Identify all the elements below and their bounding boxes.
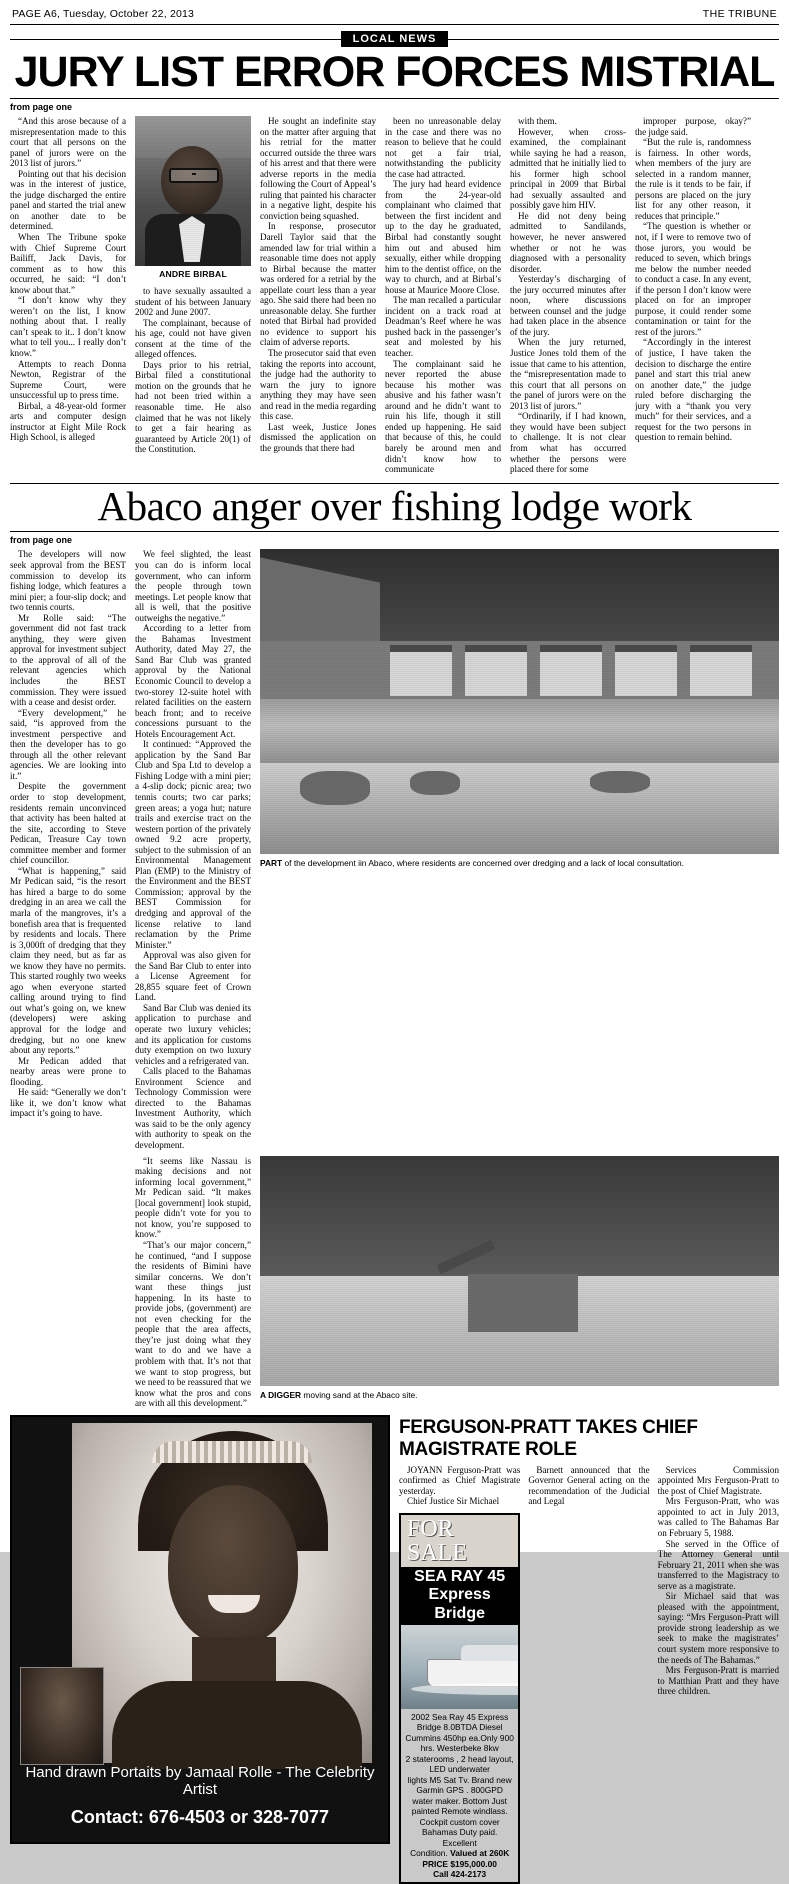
band-line-left <box>10 39 341 40</box>
photo-grain <box>135 116 251 266</box>
spec-price: Valued at 260K PRICE $195,000.00 <box>422 1848 510 1869</box>
paragraph: Days prior to his retrial, Birbal filed a constitutional motion on the grounds that he had not been tried within a reasonable time. He also claimed that he was not likely to get a fair hearing as guaranteed by Article 20(1) of the Constitution. <box>135 359 251 455</box>
story-jury-columns <box>10 116 779 475</box>
story-column-6 <box>635 116 751 475</box>
paragraph: Attempts to reach Donna Newton, Registrar of the Supreme Court, were unsuccessful up to press time. <box>10 358 126 401</box>
paragraph: Barnett announced that the Governor General acting on the recommendation of the Judicial and Legal <box>528 1464 650 1507</box>
ad-portrait-large <box>72 1423 372 1763</box>
paragraph: “Ordinarily, if I had known, they would have been subject to challenge. It is not clear from what has occurred whether the persons were placed there for some <box>510 411 626 475</box>
photo-grain <box>260 549 779 854</box>
photo-caption-digger <box>260 1390 779 1400</box>
paragraph: Pointing out that his decision was in the interest of justice, the judge discharged the entire panel and started the trial anew on another date to be determined. <box>10 168 126 232</box>
paragraph: “Accordingly in the interest of justice, I have taken the decision to discharge the entire panel and start this trial anew on another date,” the judge ruled before discharging the jury with a “thank you very much” for their services, and a request for the two persons in question to remain behind. <box>635 337 751 443</box>
paragraph: “And this arose because of a misrepresentation made to this court that all persons on the panel of jurors were on the 2013 list of jurors.” <box>10 116 126 169</box>
ferguson-column-3 <box>658 1465 779 1884</box>
band-line-right <box>448 39 779 40</box>
paragraph: He did not deny being admitted to Sandilands, however, he never answered whether or not he was diagnosed with a personality disorder. <box>510 210 626 274</box>
spec-condition: Condition. <box>410 1848 451 1859</box>
photo-grain <box>260 1156 779 1386</box>
masthead-title: THE TRIBUNE <box>702 8 777 20</box>
paragraph: Chief Justice Sir Michael <box>407 1496 500 1507</box>
boat-cabin <box>461 1645 518 1661</box>
abaco-column-1 <box>10 549 126 1150</box>
paragraph: The jury had heard evidence from the 24-year-old complainant who claimed that between the first incident and up to the day he graduated, Birbal had constantly sought him out and abused him sexually, either while dropping him to the dentist office, on the way to church, and at Birbal’s house at Maurice Moore Close. <box>385 179 501 295</box>
ad-jamaal-rolle[interactable] <box>10 1415 390 1844</box>
photo-andre-birbal <box>135 116 251 280</box>
spacer-left <box>10 1156 126 1409</box>
spec-line-price <box>405 1848 514 1869</box>
page-title: JURY LIST ERROR FORCES MISTRIAL <box>14 48 775 96</box>
portrait-face <box>168 1485 298 1645</box>
ad-boat-phone[interactable]: Call 424-2173 <box>433 1869 487 1880</box>
photo-caption-abaco <box>260 858 779 868</box>
paragraph: The prosecutor said that even taking the reports into account, the judge had the authority to warn the jury to ignore anything they may have seen and read in the media regarding this case. <box>260 348 376 422</box>
paragraph: When The Tribune spoke with Chief Supreme Court Bailiff, Jack Davis, for comment as to how this occurred, he said: “I don’t know about that.” <box>10 232 126 295</box>
paragraph: “But the rule is, randomness is fairness. In other words, when members of the jury are selected in a random manner, the rule is it tends to be fair, if persons are placed on the jury list for any other reason, it reduces that principle.” <box>635 137 751 221</box>
paragraph: “I don’t know why they weren’t on the list, I know nothing about that. I really can’t speak to it.. I don’t know what to tell you... I really don’t know.” <box>10 295 126 359</box>
caption-lead: A DIGGER <box>260 1389 302 1400</box>
paragraph: “It seems like Nassau is making decisions and not informing local government,” Mr Pedican said. “It makes [local government] look stupid, people didn’t vote for you to not know, you’re supposed to know.” <box>135 1155 251 1240</box>
paragraph: “That’s our major concern,” he continued, “and I suppose the residents of Bimini have similar concerns. We don’t want these things just happening. In its haste to provide jobs, (government) are not even checking for the people that the area affects, they’re just doing what they want to do and we have a problem with that. It’s not that we want to stop progress, but we need to be reassured that we know what the pros and cons are with all this development.” <box>135 1239 251 1409</box>
headline-rule <box>10 98 779 99</box>
paragraph: When the jury returned, Justice Jones told them of the issue that came to his attention, the “misrepresentation made to this court that all persons on the panel of jurors were on the 2013 list of jurors.” <box>510 337 626 411</box>
masthead <box>10 6 779 24</box>
paragraph: In response, prosecutor Darell Taylor said that the amended law for trial within a reasonable time does not apply to Birbal because the matter was ordered for a retrial by the appellate court less than a year ago. She said there had been no unreasonable delay. She further noted that Birbal had provided no evidence to support his claim of adverse reports. <box>260 221 376 348</box>
story-column-5 <box>510 116 626 475</box>
spec-line: 2002 Sea Ray 45 Express Bridge 8.0BTDA Diesel <box>411 1711 509 1733</box>
paragraph: Birbal, a 48-year-old former arts and computer design instructor at Eight Mile Rock High School, is alleged <box>10 400 126 443</box>
paragraph: However, when cross-examined, the complainant while saying he had a reason, admitted that he initially lied to his former high school principal in 2009 that Birbal had sexually assaulted and possibly gave him HIV. <box>510 126 626 211</box>
digger-photo-block <box>260 1156 779 1409</box>
paragraph: JOYANN Ferguson-Pratt was confirmed as Chief Magistrate yesterday. <box>399 1464 521 1496</box>
masthead-rule <box>10 24 779 25</box>
ad-boat-title: SEA RAY 45 Express Bridge <box>401 1567 518 1625</box>
spec-line: 2 staterooms , 2 head layout, LED underwater <box>405 1753 514 1775</box>
story-column-1 <box>10 116 126 475</box>
paragraph: “Every development,” he said, “is approved from the investment perspective and then the developer has to go through all the other relevant agencies. We are looking into it.” <box>10 707 126 781</box>
story2-from-page-one-label: from page one <box>10 535 73 546</box>
story2-rule <box>10 531 779 532</box>
story-column-2 <box>135 116 251 475</box>
spec-line: Cummins 450hp ea.Only 900 hrs. Westerbeke 8kw <box>405 1732 514 1754</box>
abaco-column-3 <box>135 1156 251 1409</box>
ferguson-column-2 <box>528 1465 649 1884</box>
ad-contact[interactable]: Contact: 676-4503 or 328-7077 <box>70 1806 330 1827</box>
abaco-photo-block <box>260 549 779 1150</box>
ad-boat-header <box>401 1515 518 1567</box>
paragraph: “What is happening,” said Mr Pedican said, “is the resort has hired a barge to do some dredging in an area we call the marla of the mangroves, it’s a bonefish area that is frequented by residents and locals. There is 3,000ft of dredging that they claim they need, but as far as we know they have no permits. This started roughly two weeks ago when everyone started calling around trying to find out what’s going on, we knew (developers) were asking approval for the lodge and dredging, but no one knew about any reports.” <box>10 865 126 1056</box>
paragraph: Mrs Ferguson-Pratt is married to Matthian Pratt and they have three children. <box>657 1665 779 1697</box>
paragraph: “The question is whether or not, if I were to remove two of those jurors, you would be reduced to seven, which brings me below the number needed to conduct a case. In any event, if the person I don’t know were placed on for an improper purpose, it could render some contamination or taint for the rest of the jurors.” <box>635 221 751 337</box>
paragraph: Approval was also given for the Sand Bar Club to enter into a License Agreement for 28,855 square feet of Crown Land. <box>135 950 251 1003</box>
masthead-date: PAGE A6, Tuesday, October 22, 2013 <box>12 8 195 20</box>
paragraph: Calls placed to the Bahamas Environment Science and Technology Commission were directed to the Bahamas Investment Authority, which was said to be the only agency with authority to speak on the development. <box>135 1066 251 1151</box>
paragraph: been no unreasonable delay in the case and there was no reason to believe that he could not get a fair trial, notwithstanding the publicity the case had attracted. <box>385 116 501 179</box>
paragraph: Sir Michael said that was pleased with the appointment, saying: “Mrs Ferguson-Pratt will provide strong leadership as we seek to make the magistrates’ court system more responsive to the needs of The Bahamas.” <box>657 1591 779 1665</box>
caption-lead: PART <box>260 858 283 869</box>
paragraph: The complainant said he never reported the abuse because his mother was abusive and his father wasn’t around and he didn’t want to ruin his life, though it still ended up happening. He said that because of this, he could barely be around men and didn’t know how to communicate <box>385 358 501 475</box>
paragraph: It continued: “Approved the application by the Sand Bar Club and Spa Ltd to develop a Fishing Lodge with a mini pier; a 4-slip dock; picnic area; two tennis courts; two car parks; green areas; a yoga hut; nature trails and exercise tract on the western portion of the privately owned 9.2 acre property, subject to the submission of an Environmental Management Plan (EMP) to the Ministry of the Environment and the BEST Commission; approval by the BEST Commission for dredging and approval of the license relative to land reclamation by the Prime Minister.” <box>135 739 251 950</box>
paragraph: He sought an indefinite stay on the matter after arguing that his retrial for the matter occurred outside the three wars of his arrest and that there were adverse reports in the media following the Court of Appeal’s ruling that painted his character in a negative light, despite his conviction being squashed. <box>260 116 376 221</box>
paragraph: Mr Rolle said: “The government did not fast track anything, they were given approval for investment subject to the approval of all of the relevant agencies which includes the BEST commission. They were issued with a cease and desist order. <box>10 612 126 708</box>
story-column-3 <box>260 116 376 475</box>
story-abaco <box>10 549 779 1150</box>
paragraph: Despite the government order to stop development, residents remain unconvinced that activity has been halted at the site, according to Steve Pedican, Treasure Cay town committee member and former chief councillor. <box>10 781 126 866</box>
photo-caption: ANDRE BIRBAL <box>159 269 227 279</box>
section-band <box>10 31 779 47</box>
ad-portrait-small <box>20 1667 104 1765</box>
boat-wake <box>411 1683 518 1695</box>
ad-boat-specs <box>401 1709 518 1882</box>
photo-image <box>135 116 251 266</box>
paragraph: to have sexually assaulted a student of his between January 2002 and June 2007. <box>135 285 251 318</box>
paragraph: He said: “Generally we don’t like it, we don’t know what impact it’s going to have. <box>10 1087 126 1119</box>
portrait-headband <box>152 1441 312 1463</box>
from-page-one-label: from page one <box>10 102 73 112</box>
ferguson-headline: FERGUSON-PRATT TAKES CHIEF MAGISTRATE ROLE <box>399 1416 698 1460</box>
paragraph: improper purpose, okay?” the judge said. <box>635 116 751 137</box>
caption-text: moving sand at the Abaco site. <box>301 1389 418 1400</box>
paragraph: The developers will now seek approval from the BEST commission to develop its fishing lodge, which features a mini pier; a four-slip dock; and two tennis courts. <box>10 549 126 613</box>
paragraph: with them. <box>518 116 557 126</box>
paragraph: Sand Bar Club was denied its application to purchase and operate two luxury vehicles; and its application for customs duty exemption on two luxury vehicles and a refrigerated van. <box>135 1002 251 1066</box>
ad-boat-for-sale[interactable] <box>399 1513 520 1884</box>
paragraph: Last week, Justice Jones dismissed the application on the grounds that there had <box>260 421 376 453</box>
paragraph: Mrs Ferguson-Pratt, who was appointed to act in July 2013, was called to The Bahamas Bar on February 5, 1988. <box>657 1496 779 1538</box>
portrait-shoulders <box>112 1681 362 1769</box>
paragraph: The man recalled a particular incident on a track road at Deadman’s Reef where he was pushed back in the passenger’s seat and molested by his teacher. <box>385 295 501 359</box>
photo-digger <box>260 1156 779 1386</box>
ferguson-column-1 <box>399 1465 520 1884</box>
photo-abaco-development <box>260 549 779 854</box>
ad-caption: Hand drawn Portaits by Jamaal Rolle - The Celebrity Artist <box>25 1763 375 1798</box>
paragraph: She served in the Office of The Attorney General until February 21, 2011 when she was transferred to the Magistracy to serve as a magistrate. <box>657 1538 779 1591</box>
paragraph: We feel slighted, the least you can do is inform local government, who can inform the people through town meetings. Let people know that all is well, that the positive outweighs the negative.” <box>135 549 251 623</box>
story-column-4 <box>385 116 501 475</box>
abaco-column-2 <box>135 549 251 1150</box>
spec-line: water maker. Bottom Just painted Remote windlass. <box>411 1795 508 1817</box>
ferguson-columns <box>399 1465 779 1884</box>
paragraph: Mr Pedican added that nearby areas were prone to flooding. <box>10 1055 126 1087</box>
spec-line: Cockpit custom cover Bahamas Duty paid. Excellent <box>419 1816 500 1848</box>
paragraph: Services Commission appointed Mrs Ferguson-Pratt to the post of Chief Magistrate. <box>657 1464 779 1496</box>
paragraph: Yesterday’s discharging of the jury occurred minutes after noon, where discussions between counsel and the judge had taken place in the absence of the jury. <box>510 274 626 337</box>
paragraph: According to a letter from the Bahamas Investment Authority, dated May 27, the Sand Bar Club was granted approval by the National Economic Council to develop a two-storey 12-suite hotel with related facilities on the eastern beach front; and to receive concessions pursuant to the Hotels Encouragement Act. <box>135 623 251 739</box>
caption-text: of the development iin Abaco, where residents are concerned over dredging and a lack of local consultation. <box>282 858 684 869</box>
ad-boat-photo <box>401 1625 518 1709</box>
section-tag: LOCAL NEWS <box>341 31 449 47</box>
paragraph: The complainant, because of his age, could not have given consent at the time of the alleged offences. <box>135 317 251 360</box>
spec-line: lights M5 Sat Tv. Brand new Garmin GPS . 800GPD <box>407 1774 512 1796</box>
ad-for-sale-label: FOR SALE <box>407 1515 467 1566</box>
story2-headline: Abaco anger over fishing lodge work <box>97 482 692 529</box>
bottom-block <box>10 1415 779 1884</box>
bottom-right-column <box>399 1415 779 1884</box>
abaco-lower-block <box>10 1156 779 1409</box>
